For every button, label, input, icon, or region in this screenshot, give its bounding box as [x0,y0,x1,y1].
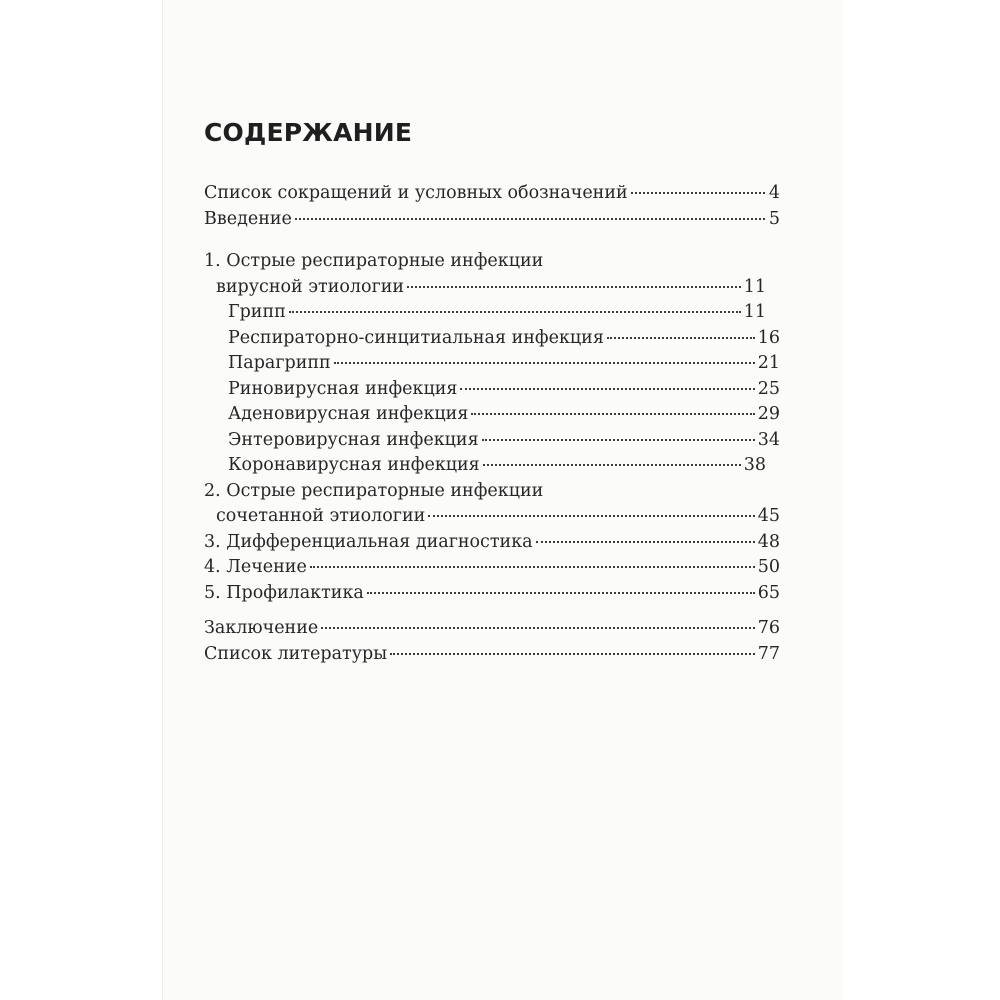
toc-page-number: 50 [757,557,780,577]
dot-leader [471,413,754,415]
toc-entry-text: 5. Профилактика [204,582,364,603]
toc-entry-conclusion [204,618,780,644]
toc-entry-text: 3. Дифференциальная диагностика [204,531,533,552]
toc-entry-text: Введение [204,208,292,229]
toc-entry-rhinovirus [204,379,780,405]
toc-entry-enterovirus [204,430,780,456]
dot-leader [428,515,754,517]
toc-entry-text: Грипп [228,302,286,322]
toc-chapter-2-heading [204,481,780,507]
toc-entry-text: Заключение [204,618,319,638]
toc-page-number: 45 [757,506,780,526]
toc-entry-abbreviations [204,183,780,209]
toc-entry-text: Риновирусная инфекция [228,378,458,399]
dot-leader [390,653,755,655]
toc-entry-text: Список литературы [204,643,388,664]
dot-leader [631,192,765,194]
toc-page-number: 48 [757,531,780,552]
toc-entry-parainfluenza [204,353,780,379]
dot-leader [367,592,755,594]
toc-entry-introduction [204,209,780,235]
toc-entry-text: 4. Лечение [204,557,307,577]
toc-page-number: 16 [757,327,780,348]
toc-entry-coronavirus [204,455,780,481]
toc-chapter-2-continuation [204,506,780,532]
dot-leader [483,464,741,466]
toc-page-number: 29 [757,404,780,424]
toc-page-number: 76 [757,618,780,638]
toc-page-number: 21 [757,353,780,373]
toc-page-number: 77 [757,643,780,664]
dot-leader [334,362,755,364]
toc-chapter-1-continuation [204,277,780,303]
toc-page-number: 65 [757,582,780,603]
toc-entry-text: 2. Острые респираторные инфекции [204,480,544,501]
toc-page-number: 4 [768,183,780,203]
toc-page-number: 11 [743,276,766,297]
dot-leader [310,566,755,568]
toc-entry-text: Аденовирусная инфекция [228,404,469,424]
toc-entry-text: Список сокращений и условных обозначений [204,183,628,203]
dot-leader [536,541,755,543]
toc-entry-text: сочетанной этиологии [216,506,426,526]
toc-entry-text: 1. Острые респираторные инфекции [204,251,544,271]
table-of-contents [204,183,780,669]
dot-leader [482,439,755,441]
toc-entry-references [204,644,780,670]
toc-entry-text: Респираторно-синцитиальная инфекция [228,327,604,348]
toc-chapter-4 [204,557,780,583]
toc-chapter-3 [204,532,780,558]
toc-page-number: 34 [757,429,780,450]
dot-leader [321,627,754,629]
toc-entry-influenza [204,302,780,328]
toc-entry-text: Коронавирусная инфекция [228,455,480,475]
dot-leader [607,337,755,339]
dot-leader [295,218,765,220]
dot-leader [460,388,754,390]
toc-chapter-1-heading [204,251,780,277]
toc-page-number: 38 [743,455,766,475]
toc-page-number: 25 [757,378,780,399]
toc-page-number: 5 [768,208,780,229]
toc-page-number: 11 [743,302,766,322]
dot-leader [407,286,741,288]
toc-entry-text: Парагрипп [228,353,331,373]
dot-leader [289,311,741,313]
toc-title: СОДЕРЖАНИЕ [204,118,413,147]
toc-chapter-5 [204,583,780,609]
toc-entry-text: Энтеровирусная инфекция [228,429,479,450]
toc-entry-text: вирусной этиологии [216,276,405,297]
toc-entry-rsv [204,328,780,354]
toc-entry-adenovirus [204,404,780,430]
